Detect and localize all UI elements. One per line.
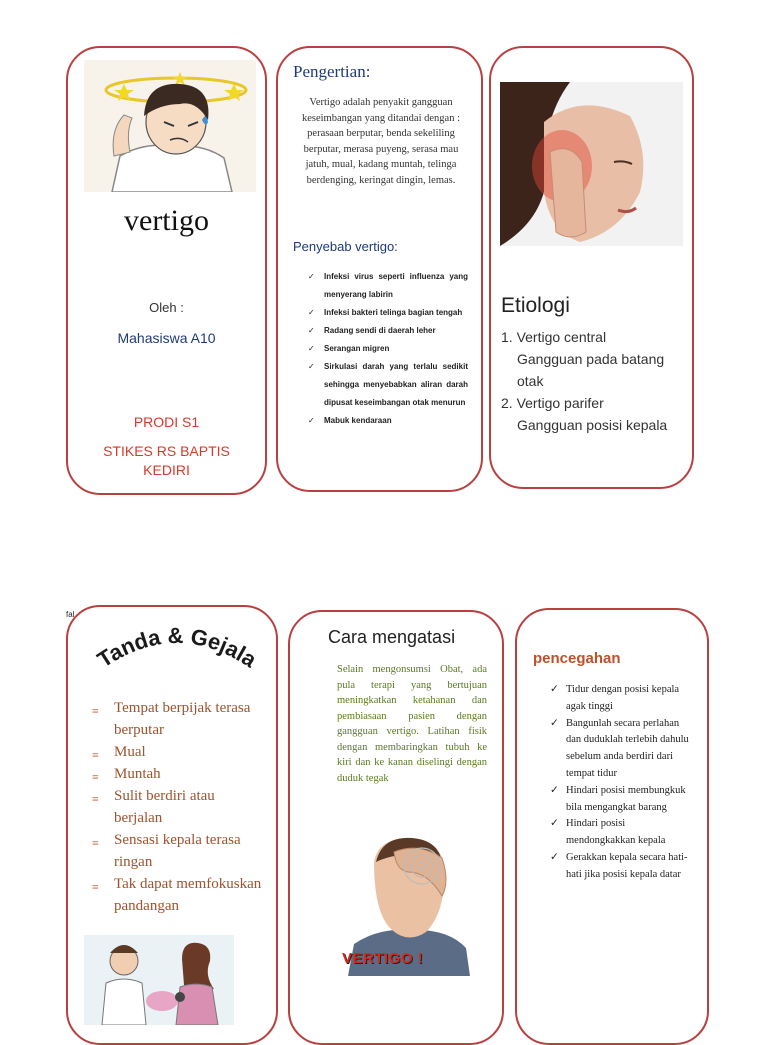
definition-heading: Pengertian: bbox=[293, 62, 371, 81]
treatment-panel bbox=[288, 610, 504, 1045]
definition-body: Vertigo adalah penyakit gangguan keseimbangan yang ditandai dengan : perasaan berputar, benda sekeliling berputar, merasa puyeng, serasa mau jatuh, mual, kadang muntah, telinga berdenging, keringat dingin, lemas. bbox=[301, 97, 461, 186]
doctor-patient-illustration bbox=[84, 935, 234, 1025]
etiology-item bbox=[501, 392, 691, 436]
etiology-number: 2. bbox=[501, 395, 513, 411]
cause-item: ✓ Sirkulasi darah yang terlalu sedikit sehingga menyebabkan aliran darah dipusat keseimbangan otak menurun bbox=[308, 358, 468, 412]
bullet-icon: ≡ bbox=[92, 748, 99, 762]
stray-text: fal bbox=[66, 610, 75, 619]
cover-panel bbox=[66, 46, 267, 495]
bullet-icon: ≡ bbox=[92, 792, 99, 806]
bullet-icon: ≡ bbox=[92, 704, 99, 718]
prevention-list bbox=[550, 682, 690, 884]
treatment-heading: Cara mengatasi bbox=[328, 627, 456, 647]
bullet-icon: ≡ bbox=[92, 836, 99, 850]
symptoms-heading: Tanda & Gejala bbox=[92, 622, 262, 673]
symptom-item: ≡ Sensasi kepala terasa ringan bbox=[92, 832, 241, 870]
symptoms-heading-wordart bbox=[82, 615, 272, 685]
etiology-desc: Gangguan posisi kepala bbox=[517, 417, 668, 433]
cause-item: ✓ Serangan migren bbox=[308, 340, 468, 358]
definition-panel bbox=[276, 46, 483, 492]
cover-title: vertigo bbox=[124, 204, 209, 237]
symptom-item: ≡ Muntah bbox=[88, 763, 263, 785]
prevention-item: ✓ Hindari posisi mendongkakkan kepala bbox=[550, 816, 690, 850]
symptoms-panel bbox=[66, 605, 278, 1045]
etiology-heading: Etiologi bbox=[501, 294, 570, 317]
etiology-item bbox=[501, 326, 691, 392]
symptom-item: ≡ Tak dapat memfokuskan pandangan bbox=[92, 876, 262, 914]
etiology-number: 1. bbox=[501, 329, 513, 345]
prevention-item: ✓ Bangunlah secara perlahan dan duduklah terlebih dahulu sebelum anda berdiri dari tempat tidur bbox=[550, 716, 690, 783]
causes-heading: Penyebab vertigo: bbox=[293, 239, 398, 254]
cause-item: ✓ Infeksi bakteri telinga bagian tengah bbox=[308, 304, 468, 322]
symptom-item: ≡ Mual bbox=[88, 741, 263, 763]
institution-name: STIKES RS BAPTIS KEDIRI bbox=[103, 443, 230, 478]
prevention-item: ✓ Hindari posisi membungkuk bila mengangkat barang bbox=[550, 783, 690, 817]
bullet-icon: ≡ bbox=[92, 880, 99, 894]
symptom-item: ≡ Tempat berpijak terasa berputar bbox=[92, 700, 251, 738]
etiology-title: Vertigo parifer bbox=[516, 395, 604, 411]
etiology-title: Vertigo central bbox=[516, 329, 607, 345]
causes-list bbox=[308, 268, 468, 430]
prevention-item: ✓ Gerakkan kepala secara hati-hati jika posisi kepala datar bbox=[550, 850, 690, 884]
vertigo-image-caption: VERTIGO ! bbox=[342, 950, 424, 967]
cause-item: ✓ Infeksi virus seperti influenza yang menyerang labirin bbox=[308, 268, 468, 304]
prevention-item: ✓ Tidur dengan posisi kepala agak tinggi bbox=[550, 682, 690, 716]
etiology-list bbox=[501, 326, 691, 436]
prevention-heading: pencegahan bbox=[533, 650, 621, 667]
symptoms-list bbox=[88, 697, 263, 917]
dizzy-person-illustration bbox=[84, 60, 256, 192]
headache-photo bbox=[338, 832, 478, 976]
bullet-icon: ≡ bbox=[92, 770, 99, 784]
cause-item: ✓ Radang sendi di daerah leher bbox=[308, 322, 468, 340]
ear-pain-photo bbox=[500, 82, 683, 246]
symptom-item: ≡ Sulit berdiri atau berjalan bbox=[92, 788, 215, 826]
treatment-body: Selain mengonsumsi Obat, ada pula terapi yang bertujuan meningkatkan ketahanan dan pembiasaan pasien dengan gangguan vertigo. Latihan fisik dengan membaringkan tubuh ke kiri dan ke kanan diselingi dengan duduk tegak bbox=[337, 664, 487, 784]
etiology-panel bbox=[489, 46, 694, 489]
program-name: PRODI S1 bbox=[133, 414, 200, 430]
cause-item: ✓ Mabuk kendaraan bbox=[308, 412, 468, 430]
etiology-desc: Gangguan pada batang otak bbox=[517, 351, 665, 389]
prevention-panel bbox=[515, 608, 709, 1045]
author-name: Mahasiswa A10 bbox=[117, 330, 216, 346]
author-prefix: Oleh : bbox=[149, 300, 184, 315]
